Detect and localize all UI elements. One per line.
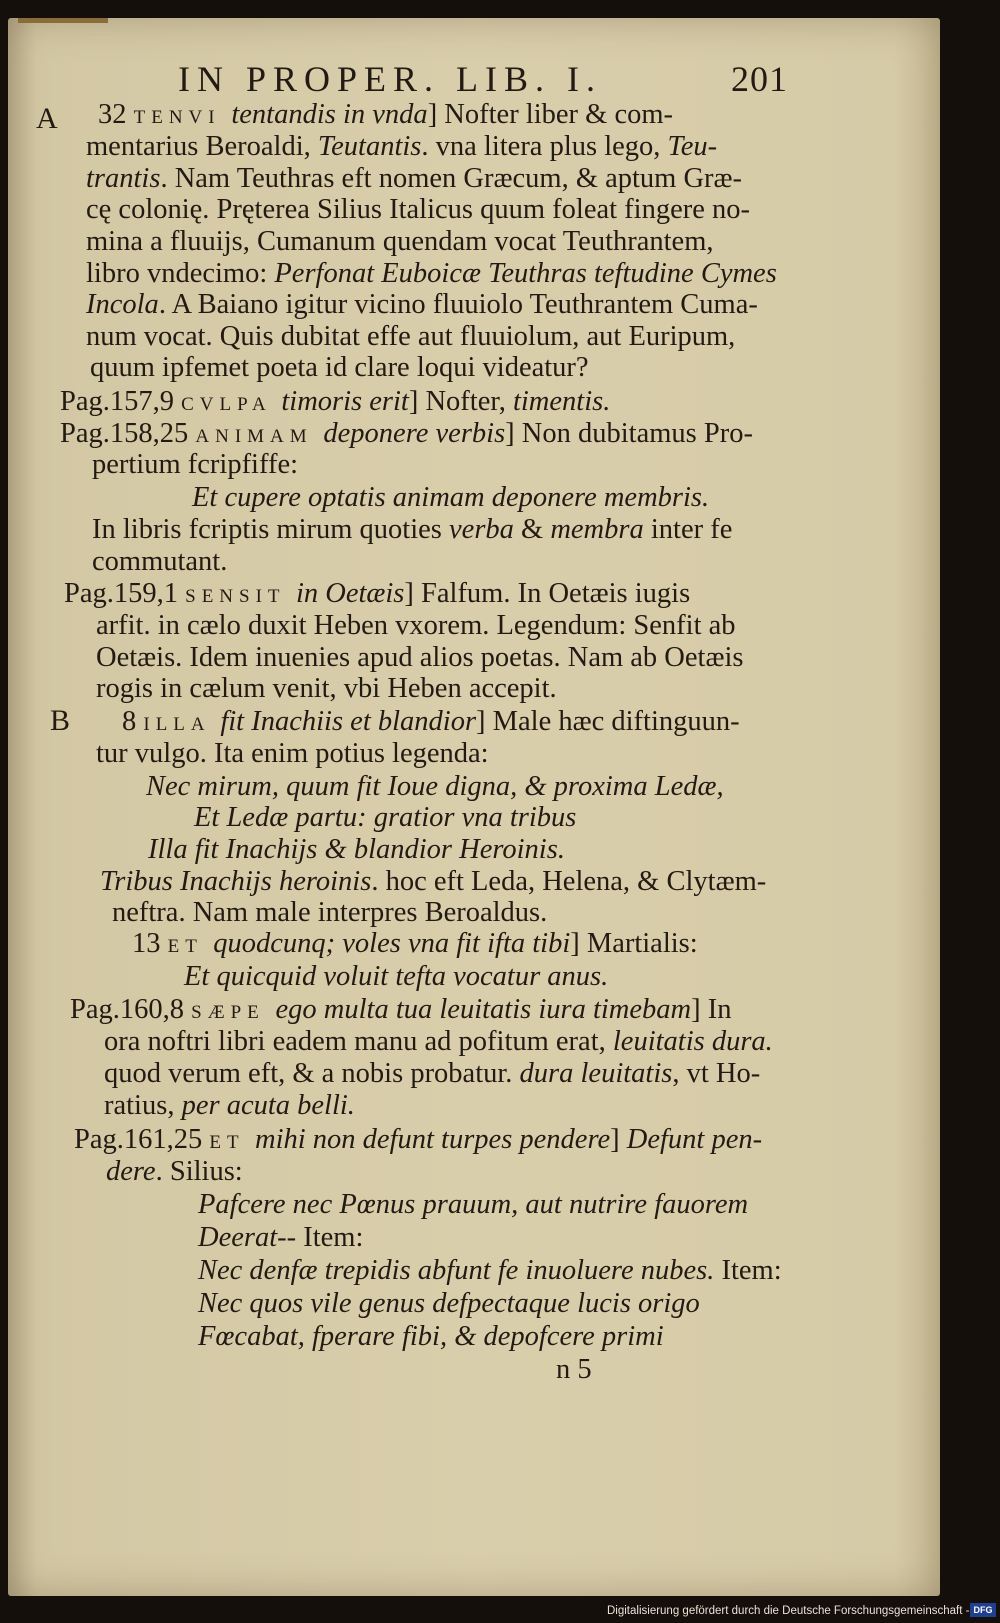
- text-line: [148, 836, 565, 865]
- roman-text: ] Martialis:: [570, 928, 698, 959]
- lemma-caps: SENSIT: [185, 586, 296, 607]
- roman-text: ora noftri libri eadem manu ad pofitum erat,: [104, 1026, 613, 1057]
- italic-text: Incola: [86, 289, 159, 320]
- text-line: [86, 133, 717, 162]
- roman-text: ] In: [691, 994, 732, 1025]
- roman-text: ] Nofter liber & com-: [427, 99, 674, 130]
- text-line: [96, 612, 736, 641]
- text-line: [60, 420, 753, 449]
- italic-text: Et quicquid voluit tefta vocatur anus.: [184, 961, 609, 992]
- roman-text: mina a fluuijs, Cumanum quendam vocat Teuthrantem,: [86, 226, 714, 257]
- italic-text: Defunt pen-: [626, 1124, 763, 1155]
- text-line: [60, 388, 610, 417]
- text-line: [96, 740, 489, 769]
- roman-text: commutant.: [92, 546, 228, 577]
- italic-text: Nec denfæ trepidis abfunt fe inuoluere nubes.: [198, 1255, 715, 1286]
- italic-text: Nec mirum, quum fit Ioue digna, & proxima Ledæ,: [146, 771, 724, 802]
- roman-text: ] Male hæc diftinguun-: [476, 706, 740, 737]
- text-line: [98, 101, 673, 130]
- roman-text: libro vndecimo:: [86, 258, 275, 289]
- italic-text: Perfonat Euboicæ Teuthras teftudine Cymes: [274, 258, 777, 289]
- lemma-caps: ILLA: [143, 714, 221, 735]
- roman-text: &: [513, 514, 551, 545]
- text-line: [198, 1191, 748, 1220]
- roman-text: pertium fcripfiffe:: [92, 449, 299, 480]
- text-line: [64, 580, 690, 609]
- roman-text: ] Nofter,: [408, 386, 513, 417]
- page-edge-mark: [18, 18, 108, 23]
- roman-text: ] Falfum. In Oetæis iugis: [404, 578, 691, 609]
- roman-text: mentarius Beroaldi,: [86, 131, 318, 162]
- roman-text: neftra. Nam male interpres Beroaldus.: [112, 897, 548, 928]
- italic-text: Et Ledæ partu: gratior vna tribus: [194, 802, 577, 833]
- margin-letter-b: B: [50, 704, 71, 737]
- text-line: [104, 1028, 773, 1057]
- italic-text: trantis: [86, 163, 161, 194]
- italic-text: mihi non defunt turpes pendere: [255, 1124, 611, 1155]
- text-line: [86, 196, 750, 225]
- italic-text: leuitatis dura.: [612, 1026, 773, 1057]
- roman-text: Item:: [296, 1222, 364, 1253]
- roman-text: Oetæis. Idem inuenies apud alios poetas. Nam ab Oetæis: [96, 642, 744, 673]
- text-line: [132, 930, 698, 959]
- italic-text: ego multa tua leuitatis iura timebam: [275, 994, 692, 1025]
- roman-text: 32: [98, 99, 134, 130]
- italic-text: dere: [106, 1156, 156, 1187]
- italic-text: tentandis in vnda: [231, 99, 428, 130]
- text-line: [104, 1060, 760, 1089]
- roman-text: tur vulgo. Ita enim potius legenda:: [96, 738, 489, 769]
- text-line: [194, 804, 576, 833]
- roman-text: Pag.159,1: [64, 578, 186, 609]
- roman-text: rogis in cælum venit, vbi Heben accepit.: [96, 673, 557, 704]
- text-line: [92, 548, 227, 577]
- italic-text: quodcunq; voles vna fit ifta tibi: [213, 928, 571, 959]
- lemma-caps: TENVI: [133, 107, 232, 128]
- roman-text: . hoc eft Leda, Helena, & Clytæm-: [371, 866, 767, 897]
- lemma-caps: SÆPE: [191, 1002, 276, 1023]
- italic-text: timentis.: [512, 386, 611, 417]
- roman-text: . Silius:: [155, 1156, 243, 1187]
- text-line: [90, 354, 589, 383]
- text-line: [86, 291, 758, 320]
- roman-text: ratius,: [104, 1090, 182, 1121]
- roman-text: In libris fcriptis mirum quoties: [92, 514, 450, 545]
- text-line: [70, 996, 731, 1025]
- roman-text: quod verum eft, & a nobis probatur.: [104, 1058, 520, 1089]
- margin-letter-a: A: [36, 102, 58, 135]
- italic-text: Teutantis: [317, 131, 422, 162]
- text-line: [192, 484, 709, 513]
- text-line: [106, 1158, 243, 1187]
- text-line: [104, 1092, 355, 1121]
- text-line: [96, 644, 743, 673]
- roman-text: n 5: [556, 1354, 592, 1385]
- lemma-caps: ET: [209, 1132, 255, 1153]
- book-page: [8, 18, 940, 1596]
- italic-text: Et cupere optatis animam deponere membris.: [192, 482, 710, 513]
- roman-text: cę colonię. Pręterea Silius Italicus quum foleat fingere no-: [86, 194, 750, 225]
- roman-text: Pag.161,25: [74, 1124, 210, 1155]
- text-line: [112, 899, 547, 928]
- text-line: [96, 675, 557, 704]
- italic-text: Tribus Inachijs heroinis: [100, 866, 372, 897]
- digitization-credit: Digitalisierung gefördert durch die Deutsche Forschungsgemeinschaft -: [607, 1605, 970, 1617]
- text-line: [556, 1356, 592, 1385]
- roman-text: ]: [610, 1124, 627, 1155]
- italic-text: Deerat--: [198, 1222, 297, 1253]
- italic-text: Teu-: [667, 131, 718, 162]
- roman-text: Pag.157,9: [60, 386, 182, 417]
- lemma-caps: CVLPA: [181, 394, 282, 415]
- text-line: [198, 1323, 664, 1352]
- italic-text: timoris erit: [281, 386, 409, 417]
- lemma-caps: ET: [167, 936, 214, 957]
- page-number: 201: [731, 59, 788, 99]
- roman-text: . A Baiano igitur vicino fluuiolo Teuthrantem Cuma-: [158, 289, 758, 320]
- text-line: [198, 1257, 782, 1286]
- text-line: [198, 1290, 700, 1319]
- roman-text: Pag.158,25: [60, 418, 196, 449]
- italic-text: Fœcabat, fperare fibi, & depofcere primi: [198, 1321, 664, 1352]
- roman-text: 13: [132, 928, 168, 959]
- text-line: [184, 963, 608, 992]
- roman-text: inter fe: [643, 514, 733, 545]
- italic-text: Nec quos vile genus defpectaque lucis origo: [198, 1288, 700, 1319]
- roman-text: Pag.160,8: [70, 994, 192, 1025]
- roman-text: num vocat. Quis dubitat effe aut fluuiolum, aut Euripum,: [86, 321, 736, 352]
- text-line: [86, 323, 735, 352]
- italic-text: verba: [449, 514, 514, 545]
- text-line: [100, 868, 766, 897]
- roman-text: ] Non dubitamus Pro-: [505, 418, 753, 449]
- italic-text: membra: [550, 514, 644, 545]
- text-line: [74, 1126, 762, 1155]
- roman-text: . Nam Teuthras eft nomen Græcum, & aptum Græ-: [160, 163, 743, 194]
- roman-text: . vna litera plus lego,: [421, 131, 668, 162]
- text-line: [198, 1224, 363, 1253]
- text-line: [86, 260, 777, 289]
- italic-text: dura leuitatis: [519, 1058, 673, 1089]
- roman-text: quum ipfemet poeta id clare loqui videatur?: [90, 352, 589, 383]
- roman-text: Item:: [714, 1255, 782, 1286]
- dfg-logo: DFG: [970, 1603, 996, 1617]
- roman-text: , vt Ho-: [672, 1058, 761, 1089]
- text-line: [86, 228, 714, 257]
- lemma-caps: ANIMAM: [195, 426, 324, 447]
- text-line: [122, 708, 740, 737]
- italic-text: deponere verbis: [323, 418, 506, 449]
- italic-text: Illa fit Inachijs & blandior Heroinis.: [148, 834, 565, 865]
- text-line: [146, 773, 724, 802]
- text-line: [92, 451, 298, 480]
- italic-text: Pafcere nec Pœnus prauum, aut nutrire fauorem: [198, 1189, 749, 1220]
- text-line: [86, 165, 742, 194]
- roman-text: 8: [122, 706, 144, 737]
- italic-text: per acuta belli.: [181, 1090, 355, 1121]
- running-title: IN PROPER. LIB. I.: [178, 59, 603, 99]
- roman-text: arfit. in cælo duxit Heben vxorem. Legendum: Senfit ab: [96, 610, 736, 641]
- italic-text: fit Inachiis et blandior: [220, 706, 477, 737]
- text-line: [92, 516, 732, 545]
- running-head: [178, 58, 788, 100]
- italic-text: in Oetæis: [295, 578, 405, 609]
